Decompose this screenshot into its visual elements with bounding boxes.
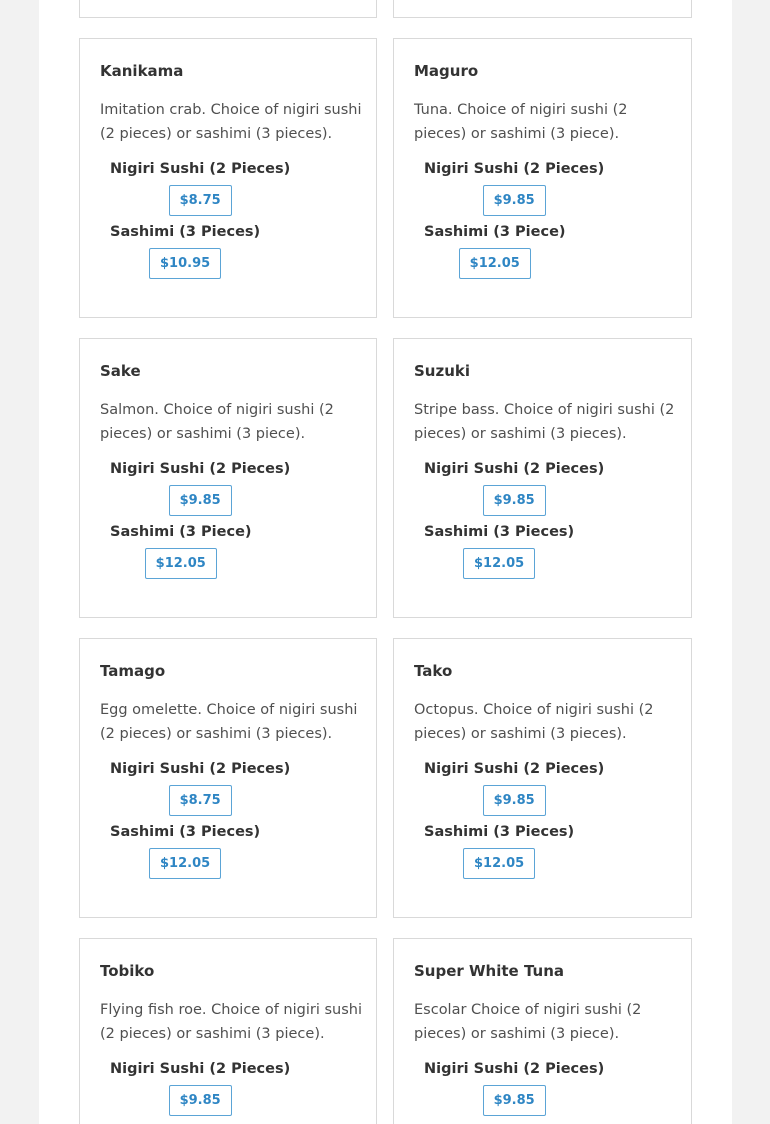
menu-item-card	[79, 0, 377, 18]
price-button[interactable]: $8.75	[169, 185, 232, 216]
menu-item-description: Escolar Choice of nigiri sushi (2 pieces) or sashimi (3 piece).	[414, 1002, 642, 1042]
option-label: Nigiri Sushi (2 Pieces)	[110, 1061, 291, 1077]
option-label: Sashimi (3 Pieces)	[424, 824, 575, 840]
menu-item-card	[79, 638, 377, 918]
menu-item-name: Kanikama	[100, 62, 184, 80]
menu-item-card	[393, 338, 692, 618]
option-label: Nigiri Sushi (2 Pieces)	[424, 1061, 605, 1077]
menu-item-description: Imitation crab. Choice of nigiri sushi (2 pieces) or sashimi (3 pieces).	[100, 102, 362, 142]
menu-option	[424, 459, 604, 516]
price-button[interactable]: $10.95	[149, 248, 221, 279]
price-button[interactable]: $8.75	[169, 785, 232, 816]
option-label: Nigiri Sushi (2 Pieces)	[424, 161, 605, 177]
menu-item-description: Stripe bass. Choice of nigiri sushi (2 pieces) or sashimi (3 pieces).	[414, 402, 675, 442]
menu-option	[424, 159, 604, 216]
price-button[interactable]: $9.85	[483, 1085, 546, 1116]
price-button[interactable]: $12.05	[463, 548, 535, 579]
menu-item-name: Suzuki	[414, 362, 471, 380]
menu-grid	[79, 0, 692, 1124]
menu-item-card	[393, 638, 692, 918]
menu-option	[110, 822, 260, 879]
price-button[interactable]: $12.05	[149, 848, 221, 879]
option-label: Sashimi (3 Pieces)	[424, 524, 575, 540]
menu-item-card	[79, 38, 377, 318]
menu-item-description: Tuna. Choice of nigiri sushi (2 pieces) or sashimi (3 piece).	[414, 102, 628, 142]
menu-option	[110, 1059, 290, 1116]
menu-item-name: Maguro	[414, 62, 479, 80]
option-label: Sashimi (3 Piece)	[110, 524, 252, 540]
menu-item-card	[393, 38, 692, 318]
option-label: Nigiri Sushi (2 Pieces)	[110, 761, 291, 777]
menu-item-card	[79, 338, 377, 618]
menu-option	[110, 159, 290, 216]
menu-item-name: Tobiko	[100, 962, 155, 980]
option-label: Nigiri Sushi (2 Pieces)	[110, 161, 291, 177]
menu-item-name: Super White Tuna	[414, 962, 565, 980]
menu-option	[424, 222, 566, 279]
menu-item-card	[393, 938, 692, 1124]
menu-option	[424, 522, 574, 579]
menu-page	[39, 0, 732, 1124]
menu-item-description: Salmon. Choice of nigiri sushi (2 pieces) or sashimi (3 piece).	[100, 402, 334, 442]
price-button[interactable]: $9.85	[169, 1085, 232, 1116]
menu-item-card	[79, 938, 377, 1124]
price-button[interactable]: $12.05	[459, 248, 531, 279]
menu-item-description: Flying fish roe. Choice of nigiri sushi (2 pieces) or sashimi (3 piece).	[100, 1002, 362, 1042]
price-button[interactable]: $12.05	[145, 548, 217, 579]
menu-item-description: Octopus. Choice of nigiri sushi (2 pieces) or sashimi (3 pieces).	[414, 702, 654, 742]
option-label: Nigiri Sushi (2 Pieces)	[110, 461, 291, 477]
option-label: Sashimi (3 Pieces)	[110, 824, 261, 840]
price-button[interactable]: $12.05	[463, 848, 535, 879]
menu-item-name: Sake	[100, 362, 141, 380]
price-button[interactable]: $9.85	[483, 185, 546, 216]
option-label: Sashimi (3 Piece)	[424, 224, 566, 240]
menu-option	[424, 822, 574, 879]
menu-item-card	[393, 0, 692, 18]
menu-option	[424, 759, 604, 816]
menu-option	[110, 522, 252, 579]
menu-option	[110, 459, 290, 516]
option-label: Sashimi (3 Pieces)	[110, 224, 261, 240]
menu-option	[110, 759, 290, 816]
price-button[interactable]: $9.85	[483, 485, 546, 516]
menu-item-name: Tamago	[100, 662, 166, 680]
option-label: Nigiri Sushi (2 Pieces)	[424, 461, 605, 477]
price-button[interactable]: $9.85	[483, 785, 546, 816]
menu-option	[424, 1059, 604, 1116]
menu-item-name: Tako	[414, 662, 453, 680]
option-label: Nigiri Sushi (2 Pieces)	[424, 761, 605, 777]
menu-option	[110, 222, 260, 279]
menu-item-description: Egg omelette. Choice of nigiri sushi (2 pieces) or sashimi (3 pieces).	[100, 702, 358, 742]
price-button[interactable]: $9.85	[169, 485, 232, 516]
